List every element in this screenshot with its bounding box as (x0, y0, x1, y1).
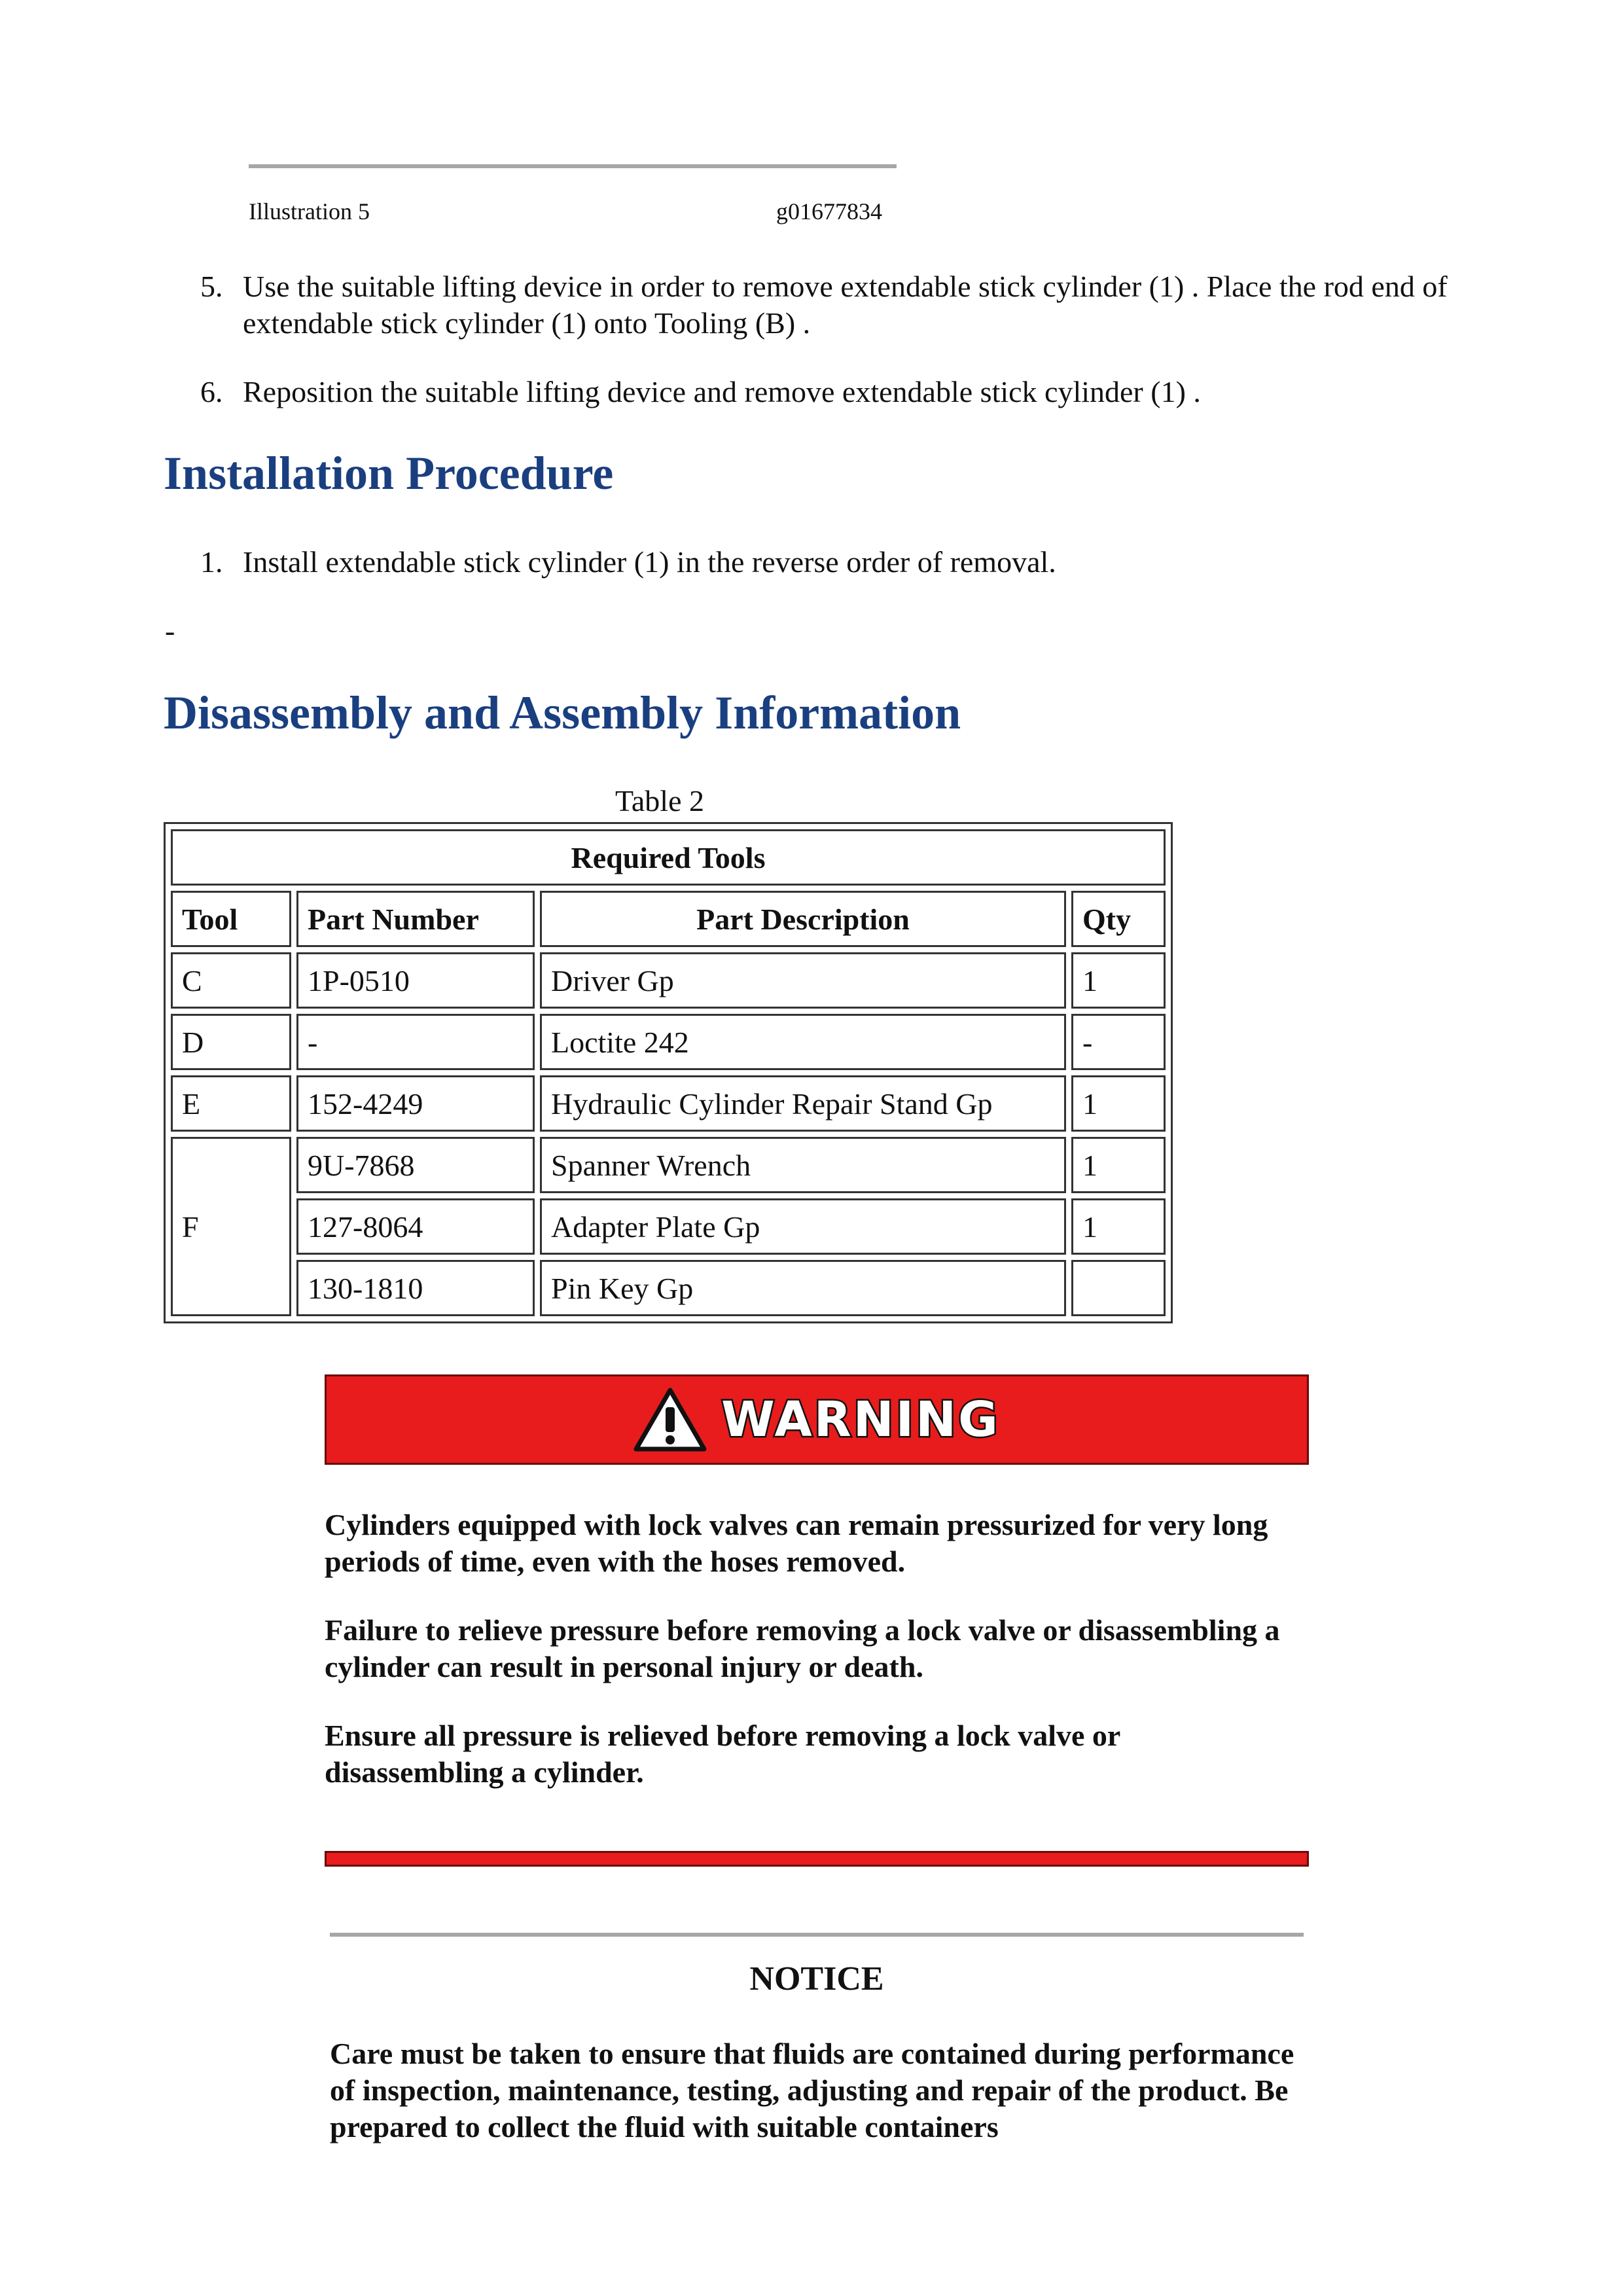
warning-banner (325, 1374, 1309, 1465)
notice-text: Care must be taken to ensure that fluids are contained during performance of inspection, maintenance, testing, adjusting and repair of the product. Be prepared to collect the fluid with suitable containers (330, 2037, 1294, 2144)
cell-qty: - (1071, 1014, 1166, 1070)
cell-qty: 1 (1071, 952, 1166, 1009)
table-row (171, 952, 1166, 1009)
step-text: Reposition the suitable lifting device and remove extendable stick cylinder (1) . (243, 375, 1201, 408)
warning-end-bar (325, 1851, 1309, 1867)
cell-part-number: - (296, 1014, 535, 1070)
step-text: Use the suitable lifting device in order to remove extendable stick cylinder (1) . Place the rod end of extendable stick cylinder (1) onto Tooling (B) . (243, 270, 1448, 340)
column-header-qty: Qty (1071, 891, 1166, 947)
cell-tool: F (171, 1137, 291, 1316)
cell-qty: 1 (1071, 1198, 1166, 1255)
separator-dash: - (165, 614, 175, 647)
illustration-label: Illustration 5 (249, 198, 370, 224)
cell-tool: E (171, 1075, 291, 1132)
table-title-row (171, 829, 1166, 886)
table-caption: Table 2 (615, 784, 705, 817)
cell-description: Adapter Plate Gp (540, 1198, 1066, 1255)
cell-qty (1071, 1260, 1166, 1316)
cell-part-number: 1P-0510 (296, 952, 535, 1009)
step-6 (200, 374, 1496, 410)
table-row (171, 1014, 1166, 1070)
cell-tool: C (171, 952, 291, 1009)
table-row (171, 1075, 1166, 1132)
disassembly-heading: Disassembly and Assembly Information (164, 687, 961, 739)
required-tools-table (164, 822, 1173, 1323)
notice-top-rule (330, 1933, 1304, 1937)
warning-paragraph: Cylinders equipped with lock valves can remain pressurized for very long periods of time, even with the hoses removed. (325, 1508, 1268, 1578)
warning-paragraph: Failure to relieve pressure before removing a lock valve or disassembling a cylinder can result in personal injury or death. (325, 1613, 1280, 1683)
cell-description: Driver Gp (540, 952, 1066, 1009)
table-row (171, 1198, 1166, 1255)
step-5 (200, 268, 1496, 342)
table-row (171, 1260, 1166, 1316)
cell-description: Loctite 242 (540, 1014, 1066, 1070)
table-header-row (171, 891, 1166, 947)
cell-qty: 1 (1071, 1075, 1166, 1132)
step-number: 5. (200, 270, 223, 303)
table-title: Required Tools (171, 829, 1166, 886)
warning-triangle-icon (633, 1388, 707, 1452)
cell-part-number: 127-8064 (296, 1198, 535, 1255)
column-header-part-description: Part Description (540, 891, 1066, 947)
step-text: Install extendable stick cylinder (1) in the reverse order of removal. (243, 545, 1056, 579)
cell-qty: 1 (1071, 1137, 1166, 1193)
cell-description: Pin Key Gp (540, 1260, 1066, 1316)
installation-heading: Installation Procedure (164, 447, 614, 499)
column-header-tool: Tool (171, 891, 291, 947)
cell-description: Hydraulic Cylinder Repair Stand Gp (540, 1075, 1066, 1132)
warning-paragraph: Ensure all pressure is relieved before removing a lock valve or disassembling a cylinder. (325, 1719, 1120, 1789)
cell-tool: D (171, 1014, 291, 1070)
table-row (171, 1137, 1166, 1193)
cell-part-number: 130-1810 (296, 1260, 535, 1316)
step-number: 6. (200, 375, 223, 408)
column-header-part-number: Part Number (296, 891, 535, 947)
cell-description: Spanner Wrench (540, 1137, 1066, 1193)
cell-part-number: 9U-7868 (296, 1137, 535, 1193)
illustration-top-rule (249, 164, 897, 168)
notice-title: NOTICE (749, 1960, 884, 1998)
step-number: 1. (200, 545, 223, 579)
illustration-code: g01677834 (776, 198, 882, 224)
install-step-1 (200, 544, 1496, 581)
cell-part-number: 152-4249 (296, 1075, 535, 1132)
warning-label: WARNING (721, 1391, 1000, 1448)
